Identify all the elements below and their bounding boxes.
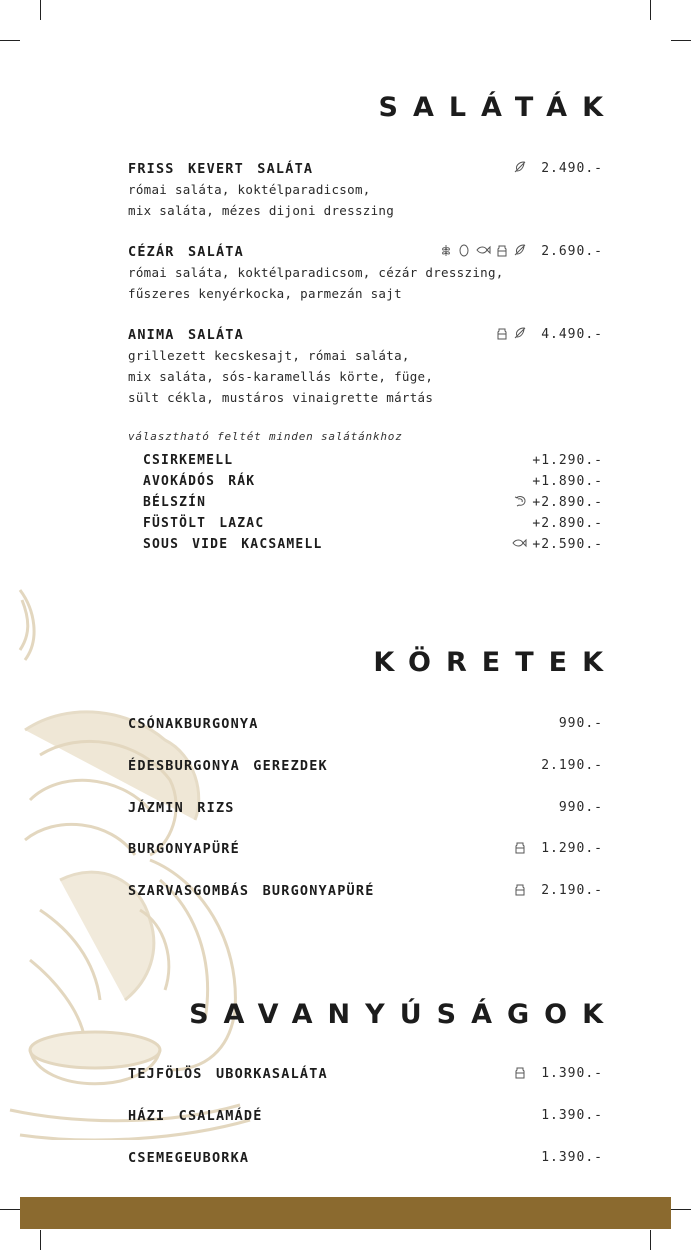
topping-row xyxy=(143,472,603,492)
menu-item xyxy=(128,325,603,408)
topping-price: +1.290.- xyxy=(532,453,603,468)
item-description: sült cékla, mustáros vinaigrette mártás xyxy=(128,390,434,405)
item-description: római saláta, koktélparadicsom, cézár dresszing, xyxy=(128,265,504,280)
topping-name: CSIRKEMELL xyxy=(143,453,234,468)
item-name: HÁZI CSALAMÁDÉ xyxy=(128,1108,263,1124)
section-title-koretek: KÖRETEK xyxy=(373,647,618,678)
menu-item xyxy=(128,881,603,901)
item-name: CSÓNAKBURGONYA xyxy=(128,716,259,732)
allergen-icons xyxy=(513,1065,527,1079)
item-name: SZARVASGOMBÁS BURGONYAPÜRÉ xyxy=(128,883,375,899)
menu-item xyxy=(128,798,603,818)
topping-row xyxy=(143,451,603,471)
section-title-savanyusagok: SAVANYÚSÁGOK xyxy=(189,999,618,1030)
item-price: 990.- xyxy=(558,716,603,731)
item-price: 2.690.- xyxy=(541,244,603,259)
topping-price: +2.890.- xyxy=(532,495,603,510)
leaf-icon xyxy=(513,326,527,340)
item-name: JÁZMIN RIZS xyxy=(128,800,235,816)
topping-row xyxy=(143,514,603,534)
item-price: 1.390.- xyxy=(541,1066,603,1081)
allergen-icons xyxy=(495,326,527,340)
allergen-icons xyxy=(511,536,527,550)
item-description: mix saláta, mézes dijoni dresszing xyxy=(128,203,395,218)
leaf-icon xyxy=(513,160,527,174)
fish-icon xyxy=(475,243,491,257)
fish-icon xyxy=(511,536,527,550)
topping-note: választható feltét minden salátánkhoz xyxy=(128,430,403,443)
item-price: 1.290.- xyxy=(541,841,603,856)
item-price: 1.390.- xyxy=(541,1150,603,1165)
topping-price: +2.890.- xyxy=(532,516,603,531)
crop-mark xyxy=(671,1209,691,1210)
menu-item xyxy=(128,159,603,221)
menu-item xyxy=(128,714,603,734)
item-description: grillezett kecskesajt, római saláta, xyxy=(128,348,410,363)
crop-mark xyxy=(671,40,691,41)
gluten-icon xyxy=(439,243,453,257)
item-price: 990.- xyxy=(558,800,603,815)
topping-name: SOUS VIDE KACSAMELL xyxy=(143,537,323,552)
allergen-icons xyxy=(439,243,527,257)
allergen-icons xyxy=(513,494,527,508)
milk-icon xyxy=(513,882,527,896)
menu-item xyxy=(128,1148,603,1168)
milk-icon xyxy=(513,840,527,854)
item-name: BURGONYAPÜRÉ xyxy=(128,841,240,857)
milk-icon xyxy=(495,326,509,340)
milk-icon xyxy=(513,1065,527,1079)
item-description: fűszeres kenyérkocka, parmezán sajt xyxy=(128,286,402,301)
item-price: 2.190.- xyxy=(541,883,603,898)
topping-row xyxy=(143,493,603,513)
shrimp-icon xyxy=(513,494,527,508)
topping-name: AVOKÁDÓS RÁK xyxy=(143,474,256,489)
item-price: 2.490.- xyxy=(541,161,603,176)
allergen-icons xyxy=(513,840,527,854)
egg-icon xyxy=(457,243,471,257)
item-name: FRISS KEVERT SALÁTA xyxy=(128,161,314,177)
item-price: 4.490.- xyxy=(541,327,603,342)
allergen-icons xyxy=(513,882,527,896)
item-name: TEJFÖLÖS UBORKASALÁTA xyxy=(128,1066,328,1082)
topping-price: +1.890.- xyxy=(532,474,603,489)
menu-item xyxy=(128,839,603,859)
crop-mark xyxy=(650,1230,651,1250)
crop-mark xyxy=(0,40,20,41)
footer-bar xyxy=(20,1197,671,1229)
crop-mark xyxy=(650,0,651,20)
topping-name: FÜSTÖLT LAZAC xyxy=(143,516,265,531)
crop-mark xyxy=(0,1209,20,1210)
chef-illustration xyxy=(0,580,270,1140)
crop-mark xyxy=(40,1230,41,1250)
item-name: ÉDESBURGONYA GEREZDEK xyxy=(128,758,328,774)
item-description: mix saláta, sós-karamellás körte, füge, xyxy=(128,369,434,384)
crop-mark xyxy=(40,0,41,20)
menu-item xyxy=(128,1106,603,1126)
item-name: CÉZÁR SALÁTA xyxy=(128,244,244,260)
allergen-icons xyxy=(513,160,527,174)
menu-item xyxy=(128,242,603,304)
topping-row xyxy=(143,535,603,555)
item-description: római saláta, koktélparadicsom, xyxy=(128,182,371,197)
milk-icon xyxy=(495,243,509,257)
section-title-salatak: SALÁTÁK xyxy=(378,92,618,123)
topping-price: +2.590.- xyxy=(532,537,603,552)
leaf-icon xyxy=(513,243,527,257)
menu-item xyxy=(128,1064,603,1084)
item-price: 2.190.- xyxy=(541,758,603,773)
item-name: ANIMA SALÁTA xyxy=(128,327,244,343)
menu-item xyxy=(128,756,603,776)
topping-name: BÉLSZÍN xyxy=(143,495,207,510)
item-name: CSEMEGEUBORKA xyxy=(128,1150,250,1166)
item-price: 1.390.- xyxy=(541,1108,603,1123)
